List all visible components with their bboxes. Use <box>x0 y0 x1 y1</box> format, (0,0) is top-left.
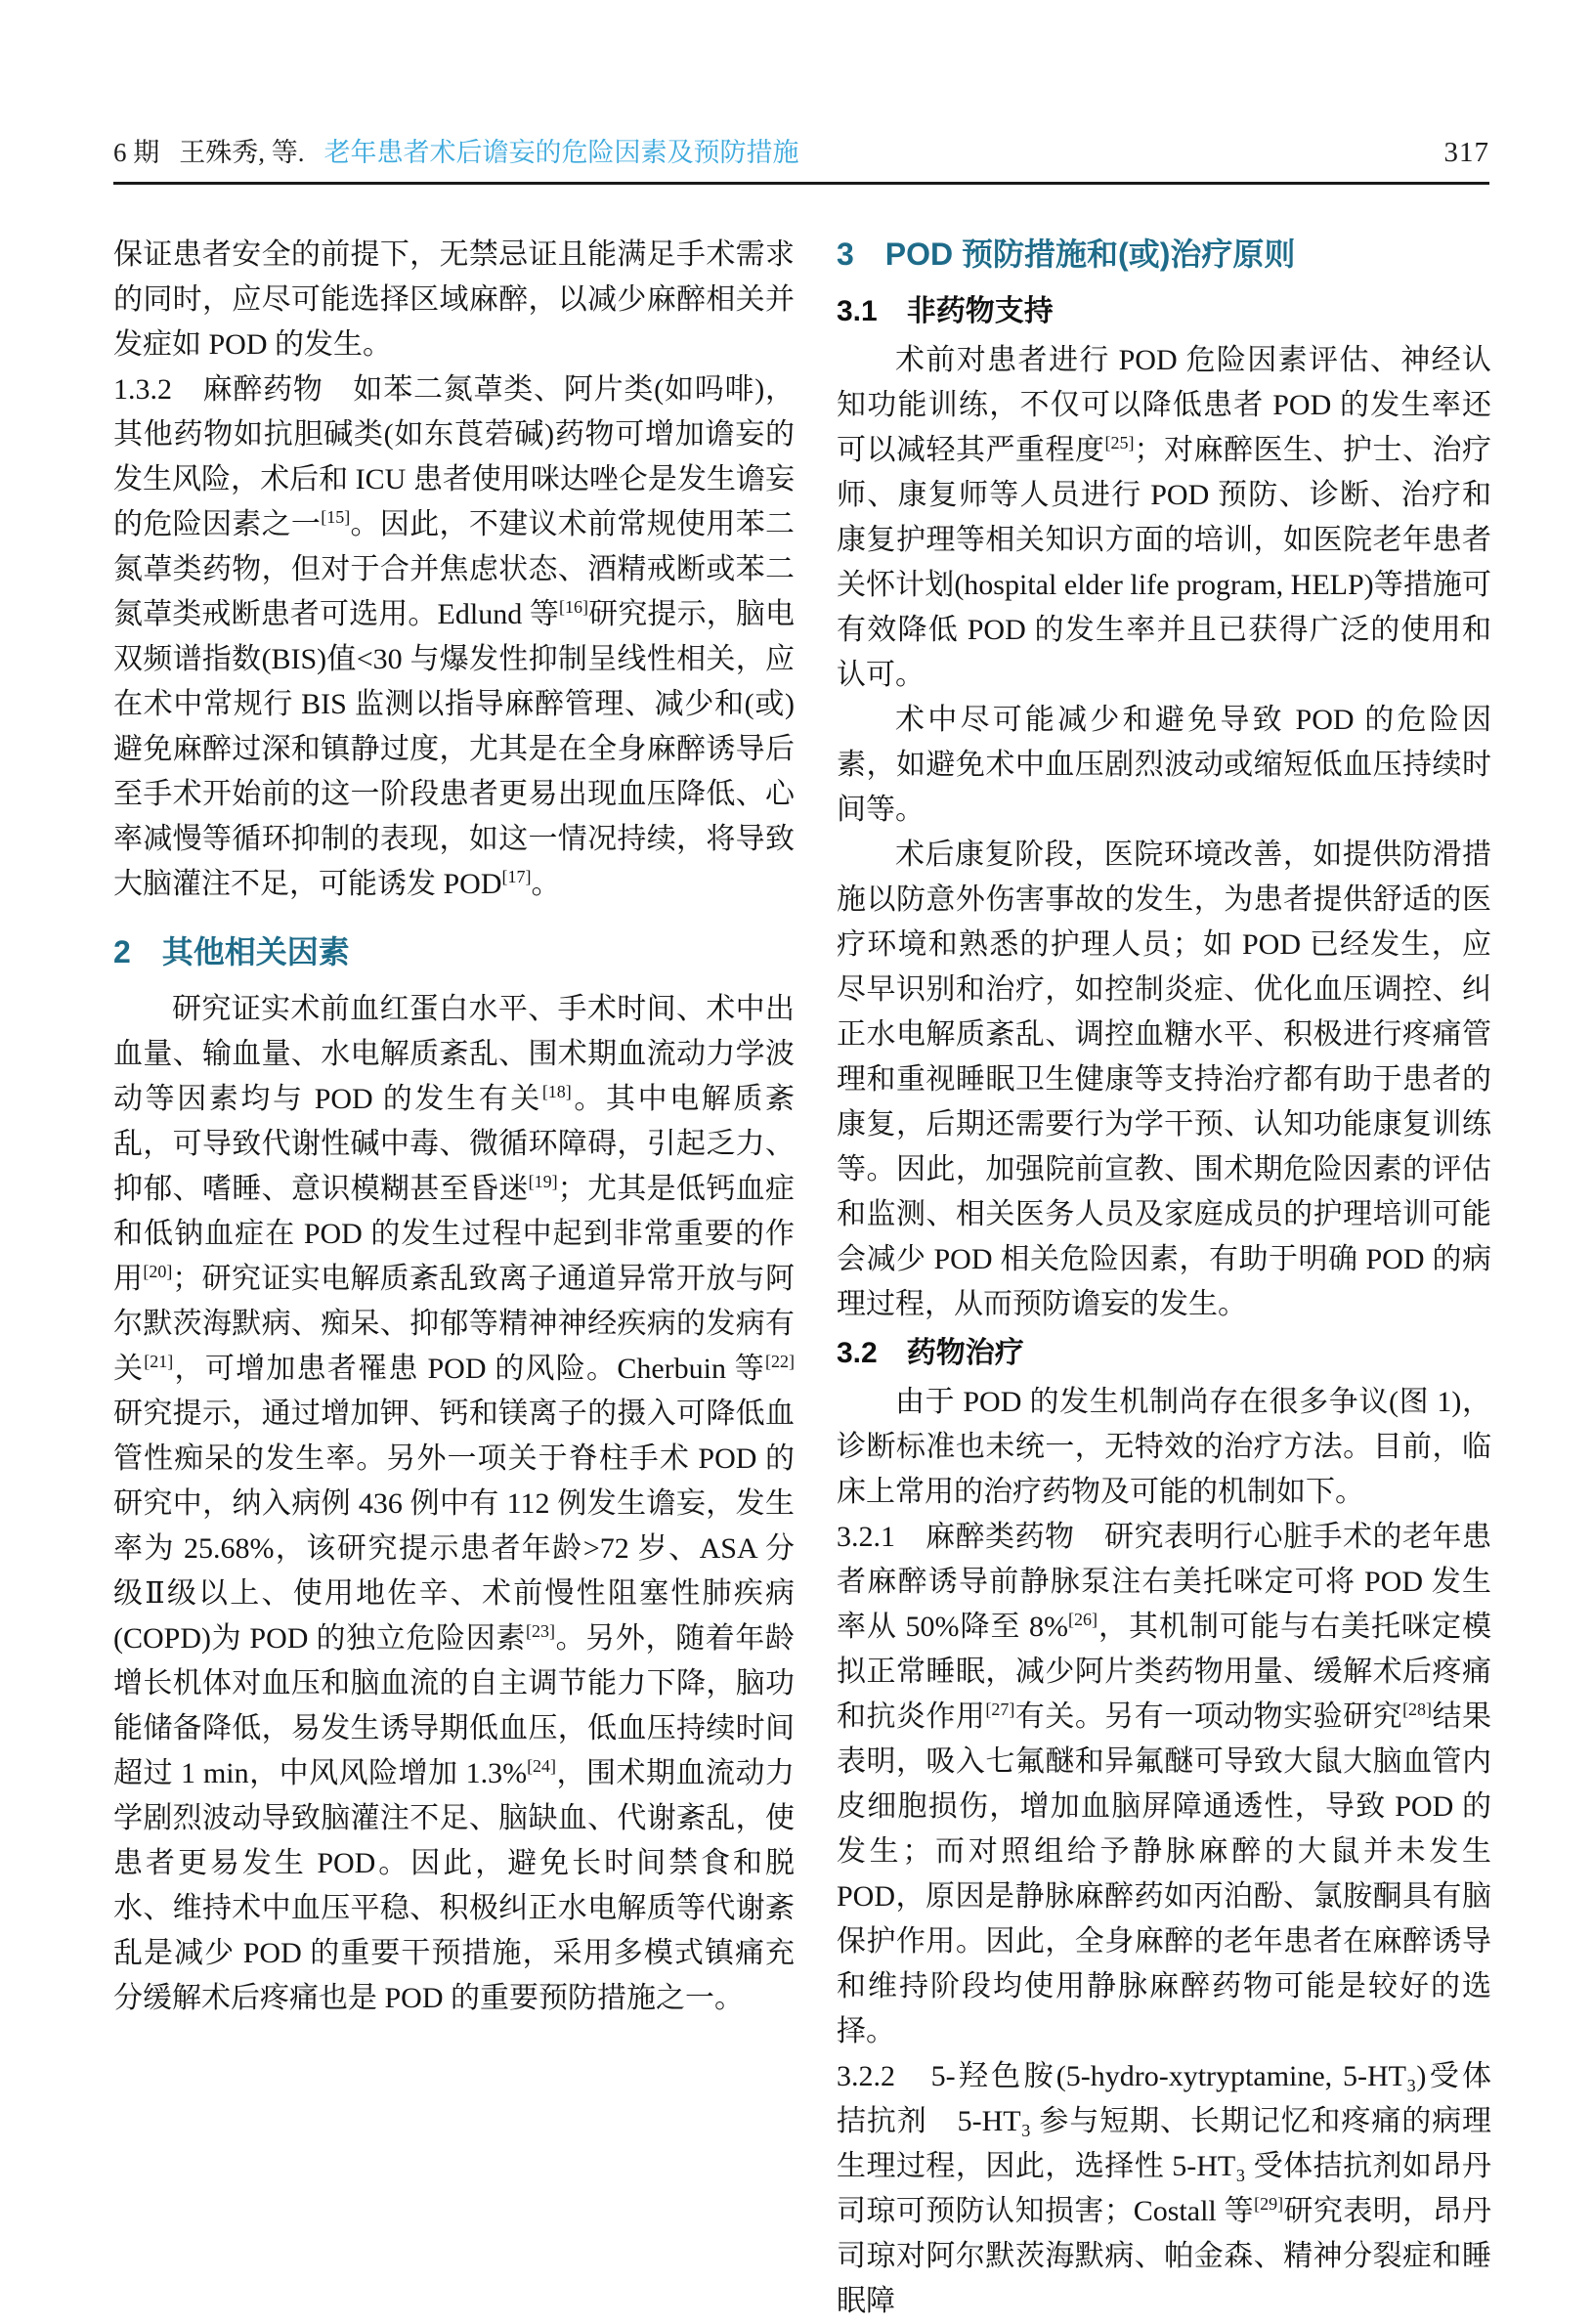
right-column <box>837 233 1491 2324</box>
section-3-heading: 3 POD 预防措施和(或)治疗原则 <box>837 237 1296 272</box>
postop-paragraph: 术后康复阶段，医院环境改善，如提供防滑措施以防意外伤害事故的发生，为患者提供舒适的医疗环境和熟悉的护理人员；如 POD 已经发生，应尽早识别和治疗，如控制炎症、优化血压调控、纠正水电解质紊乱、调控血糖水平、积极进行疼痛管理和重视睡眠卫生健康等支持治疗都有助于患者的康复，后期还需要行为学干预、认知功能康复训练等。因此，加强院前宣教、围术期危险因素的评估和监测、相关医务人员及家庭成员的护理培训可能会减少 POD 相关危险因素，有助于明确 POD 的病理过程，从而预防谵妄的发生。 <box>837 839 1491 1320</box>
section-1-3-2-paragraph <box>113 367 795 907</box>
section-1-3-2-label: 1.3.2 麻醉药物 <box>113 373 354 406</box>
section-2-paragraph: 研究证实术前血红蛋白水平、手术时间、术中出血量、输血量、水电解质紊乱、围术期血流动力学波动等因素均与 POD 的发生有关[18]。其中电解质紊乱，可导致代谢性碱中毒、微循环障碍，引起乏力、抑郁、嗜睡、意识模糊甚至昏迷[19]；尤其是低钙血症和低钠血症在 POD 的发生过程中起到非常重要的作用[20]；研究证实电解质紊乱致离子通道异常开放与阿尔默茨海默病、痴呆、抑郁等精神神经疾病的发病有关[21]，可增加患者罹患 POD 的风险。Cherbuin 等[22]研究提示，通过增加钾、钙和镁离子的摄入可降低血管性痴呆的发生率。另外一项关于脊柱手术 POD 的研究中，纳入病例 436 例中有 112 例发生谵妄，发生率为 25.68%，该研究提示患者年龄>72 岁、ASA 分级Ⅱ级以上、使用地佐辛、术前慢性阻塞性肺疾病(COPD)为 POD 的独立危险因素[23]。另外，随着年龄增长机体对血压和脑血流的自主调节能力下降，脑功能储备降低，易发生诱导期低血压，低血压持续时间超过 1 min，中风风险增加 1.3%[24]，围术期血流动力学剧烈波动导致脑灌注不足、脑缺血、代谢紊乱，使患者更易发生 POD。因此，避免长时间禁食和脱水、维持术中血压平稳、积极纠正水电解质等代谢紊乱是减少 POD 的重要干预措施，采用多模式镇痛充分缓解术后疼痛也是 POD 的重要预防措施之一。 <box>113 993 796 2014</box>
page-header <box>113 131 1489 169</box>
running-head <box>113 131 799 169</box>
section-3-2-2-label: 3.2.2 5-羟色胺(5-hydro-xytryptamine, 5-HT₃)受体拮抗剂 <box>837 2060 1491 2137</box>
section-1-3-2-text: 如苯二氮䓬类、阿片类(如吗啡)，其他药物如抗胆碱类(如东莨菪碱)药物可增加谵妄的发生风险，术后和 ICU 患者使用咪达唑仑是发生谵妄的危险因素之一[15]。因此，不建议术前常规使用苯二氮䓬类药物，但对于合并焦虑状态、酒精戒断或苯二氮䓬类戒断患者可选用。Edlund 等[16]研究提示，脑电双频谱指数(BIS)值<30 与爆发性抑制呈线性相关，应在术中常规行 BIS 监测以指导麻醉管理、减少和(或)避免麻醉过深和镇静过度，尤其是在全身麻醉诱导后至手术开始前的这一阶段患者更易出现血压降低、心率减慢等循环抑制的表现，如这一情况持续，将导致大脑灌注不足，可能诱发 POD[17]。 <box>113 373 796 900</box>
section-2-heading: 2 其他相关因素 <box>113 934 350 969</box>
running-title: 老年患者术后谵妄的危险因素及预防措施 <box>323 138 799 167</box>
section-3-2-2-paragraph <box>837 2054 1491 2324</box>
issue-number: 6 期 <box>113 138 160 167</box>
preop-paragraph: 术前对患者进行 POD 危险因素评估、神经认知功能训练，不仅可以降低患者 POD 的发生率还可以减轻其严重程度[25]；对麻醉医生、护士、治疗师、康复师等人员进行 POD 预防、诊断、治疗和康复护理等相关知识方面的培训，如医院老年患者关怀计划(hospital elder life program, HELP)等措施可有效降低 POD 的发生率并且已获得广泛的使用和认可。 <box>837 344 1491 691</box>
left-column <box>113 233 795 2324</box>
header-rule <box>113 182 1489 185</box>
section-3-2-heading: 3.2 药物治疗 <box>837 1337 1024 1369</box>
section-3-1-heading: 3.1 非药物支持 <box>837 295 1054 327</box>
intraop-paragraph: 术中尽可能减少和避免导致 POD 的危险因素，如避免术中血压剧烈波动或缩短低血压持续时间等。 <box>837 704 1491 826</box>
section-3-2-2-text: 5-HT₃ 参与短期、长期记忆和疼痛的病理生理过程，因此，选择性 5-HT₃ 受体拮抗剂如昂丹司琼可预防认知损害；Costall 等[29]研究表明，昂丹司琼对阿尔默茨海默病、帕金森、精神分裂症和睡眠障 <box>837 2105 1492 2317</box>
drug-intro-paragraph: 由于 POD 的发生机制尚存在很多争议(图 1)，诊断标准也未统一，无特效的治疗方法。目前，临床上常用的治疗药物及可能的机制如下。 <box>837 1386 1491 1508</box>
article-body <box>113 233 1491 2324</box>
section-3-2-1-text: 研究表明行心脏手术的老年患者麻醉诱导前静脉泵注右美托咪定可将 POD 发生率从 50%降至 8%[26]，其机制可能与右美托咪定模拟正常睡眠，减少阿片类药物用量、缓解术后疼痛和抗炎作用[27]有关。另有一项动物实验研究[28]结果表明，吸入七氟醚和异氟醚可导致大鼠大脑血管内皮细胞损伤，增加血脑屏障通透性，导致 POD 的发生；而对照组给予静脉麻醉的大鼠并未发生 POD，原因是静脉麻醉药如丙泊酚、氯胺酮具有脑保护作用。因此，全身麻醉的老年患者在麻醉诱导和维持阶段均使用静脉麻醉药物可能是较好的选择。 <box>837 1521 1492 2047</box>
section-3-2-1-paragraph <box>837 1515 1491 2054</box>
authors-label: 王殊秀, 等. <box>179 138 305 167</box>
section-3-2-1-label: 3.2.1 麻醉类药物 <box>837 1521 1104 1553</box>
page-number: 317 <box>1443 137 1489 168</box>
continuation-paragraph: 保证患者安全的前提下，无禁忌证且能满足手术需求的同时，应尽可能选择区域麻醉，以减少麻醉相关并发症如 POD 的发生。 <box>113 238 795 361</box>
